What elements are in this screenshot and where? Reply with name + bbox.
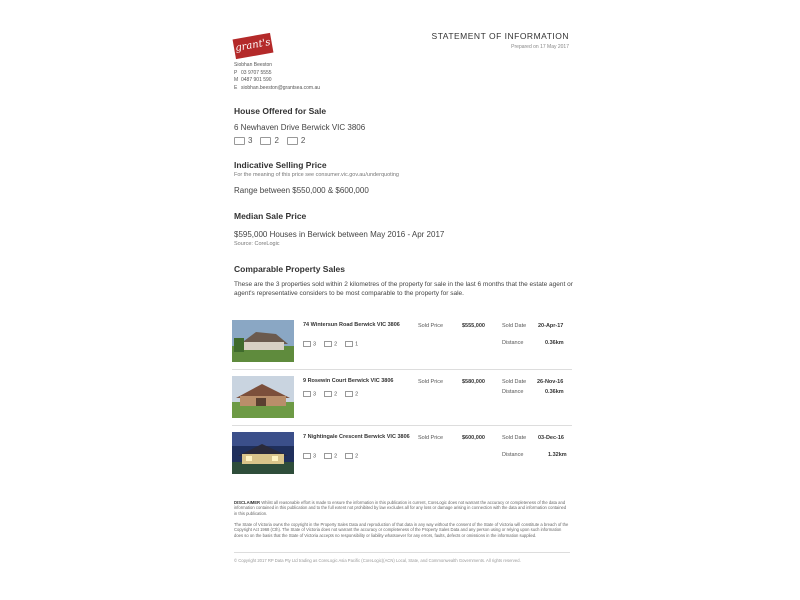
comparable-item (232, 432, 572, 478)
offered-heading: House Offered for Sale (234, 106, 327, 116)
comparable-intro: These are the 3 properties sold within 2 kilometres of the property for sale in the last 6 months that the estate agent or agent's representative considers to be most comparable to the property for sale. (234, 281, 573, 297)
distance-label: Distance (502, 452, 524, 458)
comparable-address: 7 Nightingale Crescent Berwick VIC 3806 (303, 434, 410, 440)
car-count: 2 (300, 136, 306, 145)
bed-icon (234, 137, 245, 145)
comparable-features (303, 341, 358, 347)
car-count: 2 (355, 453, 359, 460)
bath-icon (324, 341, 332, 347)
comparable-heading: Comparable Property Sales (234, 264, 346, 274)
sold-price-label: Sold Price (418, 379, 444, 385)
bed-count: 3 (313, 391, 317, 398)
car-count: 1 (355, 341, 359, 348)
distance-value: 0.36km (545, 389, 564, 395)
agent-name: Siobhan Beeston (234, 62, 273, 68)
row-divider (232, 369, 572, 370)
car-icon (287, 137, 298, 145)
sold-price-label: Sold Price (418, 323, 444, 329)
sold-date: 03-Dec-16 (538, 435, 564, 441)
distance-label: Distance (502, 340, 524, 346)
comparable-features (303, 453, 358, 459)
distance-value: 1.32km (548, 452, 567, 458)
distance-value: 0.36km (545, 340, 564, 346)
property-photo (232, 432, 294, 474)
bath-count: 2 (334, 453, 338, 460)
car-count: 2 (355, 391, 359, 398)
car-feature (287, 136, 305, 145)
median-heading: Median Sale Price (234, 211, 307, 221)
sold-date-label: Sold Date (502, 435, 527, 441)
bath-count: 2 (334, 391, 338, 398)
median-source: Source: CoreLogic (234, 241, 280, 247)
sold-date: 26-Nov-16 (537, 379, 564, 385)
car-icon (345, 453, 353, 459)
bed-icon (303, 391, 311, 397)
agent-email[interactable]: siobhan.beeston@grantsea.com.au (241, 84, 321, 91)
car-icon (345, 391, 353, 397)
bed-count: 3 (313, 453, 317, 460)
bed-count: 3 (248, 136, 253, 145)
comparable-item (232, 376, 572, 422)
disclaimer-label: DISCLAIMER (234, 500, 261, 505)
disclaimer (234, 500, 570, 516)
offered-address: 6 Newhaven Drive Berwick VIC 3806 (234, 123, 366, 132)
property-photo (232, 320, 294, 362)
distance-label: Distance (502, 389, 524, 395)
comparable-item (232, 320, 572, 366)
bath-count: 2 (274, 136, 279, 145)
bed-icon (303, 453, 311, 459)
mobile-label: M (234, 77, 239, 84)
document-title: STATEMENT OF INFORMATION (431, 31, 569, 41)
email-label: E (234, 84, 238, 91)
disclaimer-text: Whilst all reasonable effort is made to ensure the information in this publication is current, CoreLogic does not warrant the accuracy or completeness of the data and information contained in this publication and to the full extent not prohibited by law excludes all for any loss or damage arising in connection with the data and information contained in this publication. (234, 500, 567, 516)
footer-divider (234, 552, 570, 553)
property-photo (232, 376, 294, 418)
indicative-heading: Indicative Selling Price (234, 160, 327, 170)
bath-icon (260, 137, 271, 145)
sold-date-label: Sold Date (502, 323, 527, 329)
median-line: $595,000 Houses in Berwick between May 2016 - Apr 2017 (234, 230, 445, 239)
phone-label: P (234, 69, 238, 76)
comparable-address: 9 Rosewin Court Berwick VIC 3806 (303, 378, 394, 384)
comparable-address: 74 Wintersun Road Berwick VIC 3806 (303, 322, 400, 328)
offered-features (234, 136, 305, 145)
prepared-date: Prepared on 17 May 2017 (511, 44, 569, 50)
bath-count: 2 (334, 341, 338, 348)
brand-logo: grant's (233, 33, 274, 59)
sold-price: $580,000 (462, 379, 485, 385)
sold-price: $600,000 (462, 435, 485, 441)
comparable-features (303, 391, 358, 397)
bed-icon (303, 341, 311, 347)
agent-phone: 03 9707 5555 (241, 69, 272, 76)
bed-feature (234, 136, 252, 145)
bath-icon (324, 391, 332, 397)
sold-price: $555,000 (462, 323, 485, 329)
row-divider (232, 425, 572, 426)
state-copyright-notice: The State of Victoria owns the copyright in the Property Sales Data and reproduction of that data in any way without the consent of the State of Victoria will constitute a breach of the Copyright Act 1968 (Cth). The State of Victoria does not warrant the accuracy or completeness of the Property Sales Data and any person using or relying upon such information does so on the basis that the State of Victoria accepts no responsibility or liability whatsoever for any errors, faults, defects or omissions in the information supplied. (234, 522, 569, 538)
indicative-range: Range between $550,000 & $600,000 (234, 186, 369, 195)
sold-date: 20-Apr-17 (538, 323, 564, 329)
bed-count: 3 (313, 341, 317, 348)
indicative-note: For the meaning of this price see consumer.vic.gov.au/underquoting (234, 172, 399, 178)
sold-price-label: Sold Price (418, 435, 444, 441)
car-icon (345, 341, 353, 347)
copyright-footer: © Copyright 2017 RP Data Pty Ltd trading as CoreLogic Asia Pacific (CoreLogic)(ACN) Local, State, and Commonwealth Governments. All rights reserved. (234, 558, 521, 563)
bath-feature (260, 136, 278, 145)
agent-mobile: 0487 901 590 (241, 77, 272, 84)
bath-icon (324, 453, 332, 459)
sold-date-label: Sold Date (502, 379, 527, 385)
agent-contact (234, 62, 320, 92)
